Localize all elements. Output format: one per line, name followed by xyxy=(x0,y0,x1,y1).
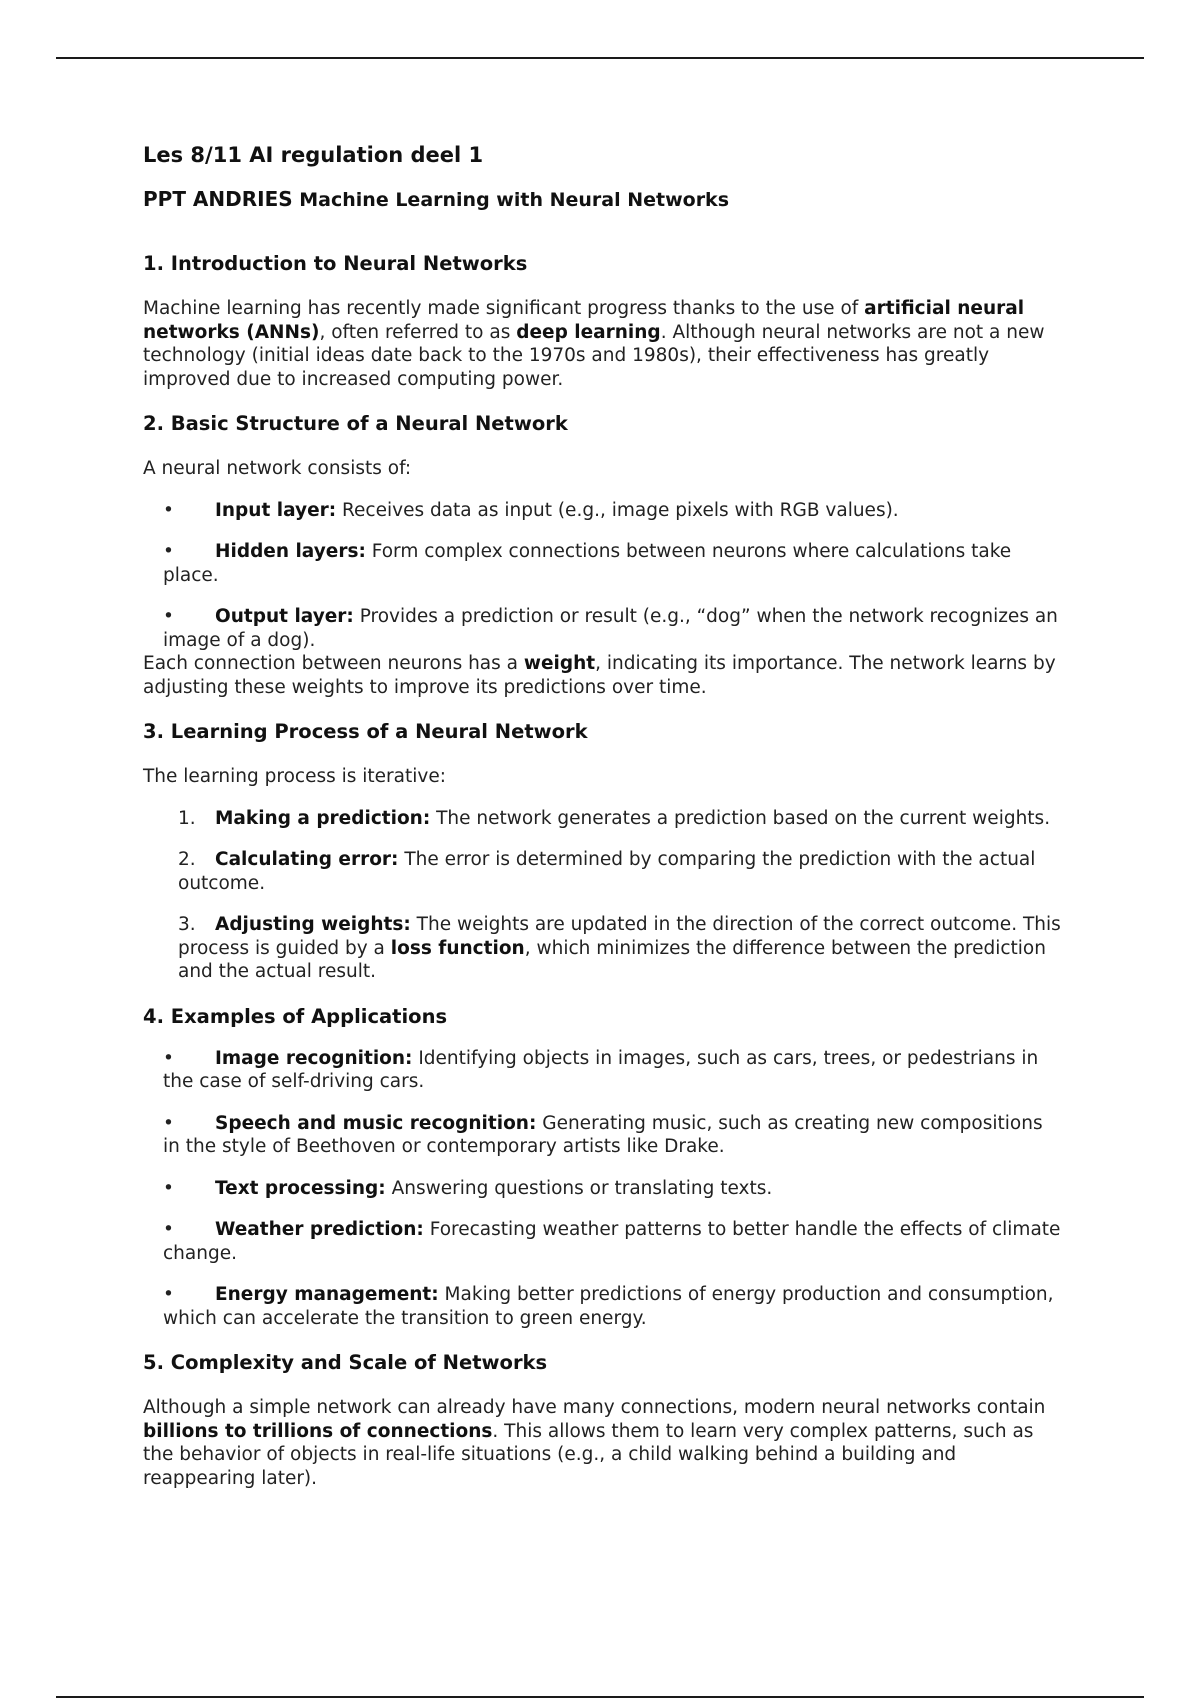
text-run: . Although neural networks are not a new technology (initial ideas date back to the 1970s and 1980s), their effectiveness has greatly improved due to increased computing power. xyxy=(143,321,1045,390)
bullet-icon: • xyxy=(163,1284,174,1305)
bullet-icon: • xyxy=(163,1177,174,1199)
text-run: Form complex connections between neurons where calculations take place. xyxy=(163,541,1012,586)
numbered-list xyxy=(143,807,1063,984)
section-heading: 4. Examples of Applications xyxy=(143,1004,448,1028)
bold-term: Input layer: xyxy=(215,499,337,521)
paragraph: A neural network consists of: xyxy=(143,458,412,479)
section-learning-process xyxy=(143,720,1063,984)
bold-term: Adjusting weights: xyxy=(215,914,411,935)
list-item xyxy=(143,1177,1063,1201)
section-heading: 3. Learning Process of a Neural Network xyxy=(143,720,588,743)
text-run: , indicating its importance. The network learns by adjusting these weights to improve its predictions over time. xyxy=(143,653,1056,698)
bullet-list xyxy=(143,1047,1063,1331)
document-subtitle xyxy=(143,187,729,211)
bullet-icon: • xyxy=(163,1219,174,1240)
text-run: Machine learning has recently made significant progress thanks to the use of xyxy=(143,298,865,319)
text-run: Answering questions or translating texts. xyxy=(385,1177,773,1199)
subtitle-lead: PPT ANDRIES xyxy=(143,187,293,211)
bold-term: loss function xyxy=(390,937,525,959)
bold-term: Image recognition: xyxy=(215,1047,413,1069)
bold-term: artificial neural networks (ANNs) xyxy=(143,298,1025,343)
bold-term: Energy management: xyxy=(215,1284,439,1305)
list-number: 2. xyxy=(178,849,196,870)
bullet-icon: • xyxy=(163,606,174,627)
text-run: Making better predictions of energy production and consumption, which can accelerate the transition to green energy. xyxy=(163,1284,1054,1329)
list-item xyxy=(143,499,1063,523)
text-run: The error is determined by comparing the prediction with the actual outcome. xyxy=(178,849,1036,894)
bold-term: Making a prediction: xyxy=(215,807,431,829)
bold-term: weight xyxy=(523,653,596,674)
section-heading: 2. Basic Structure of a Neural Network xyxy=(143,412,568,435)
bullet-icon: • xyxy=(163,1047,174,1069)
bullet-list xyxy=(143,499,1063,653)
section-heading: 1. Introduction to Neural Networks xyxy=(143,252,528,275)
list-item xyxy=(143,848,1063,895)
text-run: Provides a prediction or result (e.g., “dog” when the network recognizes an image of a dog). xyxy=(163,606,1058,651)
subtitle-rest: Machine Learning with Neural Networks xyxy=(292,189,730,211)
section-heading: 5. Complexity and Scale of Networks xyxy=(143,1351,548,1374)
text-run: Each connection between neurons has a xyxy=(143,653,524,674)
bold-term: Weather prediction: xyxy=(215,1219,424,1240)
section-basic-structure xyxy=(143,412,1063,699)
paragraph xyxy=(143,652,1063,699)
list-item xyxy=(143,1047,1063,1094)
list-item xyxy=(143,913,1063,984)
bold-term: Text processing: xyxy=(215,1177,386,1199)
bold-term: Output layer: xyxy=(215,606,354,627)
text-run: Receives data as input (e.g., image pixels with RGB values). xyxy=(336,499,899,521)
bullet-icon: • xyxy=(163,541,174,562)
bold-term: deep learning xyxy=(516,321,661,343)
text-run: The network generates a prediction based on the current weights. xyxy=(430,807,1051,829)
paragraph: The learning process is iterative: xyxy=(143,766,446,787)
text-run: The weights are updated in the direction of the correct outcome. This process is guided by a xyxy=(178,914,1061,959)
list-item xyxy=(143,540,1063,587)
bold-term: billions to trillions of connections xyxy=(143,1420,493,1442)
text-run: Generating music, such as creating new compositions in the style of Beethoven or contemporary artists like Drake. xyxy=(163,1112,1043,1157)
section-applications xyxy=(143,1005,1063,1331)
bold-term: Calculating error: xyxy=(215,849,399,870)
text-run: , often referred to as xyxy=(319,321,517,343)
text-run: . This allows them to learn very complex patterns, such as the behavior of objects in real-life situations (e.g., a child walking behind a building and reappearing later). xyxy=(143,1420,1034,1489)
page-top-rule xyxy=(56,57,1144,59)
bullet-icon: • xyxy=(163,1112,174,1134)
section-introduction xyxy=(143,252,1063,391)
list-item xyxy=(143,807,1063,831)
list-number: 1. xyxy=(178,807,196,829)
list-number: 3. xyxy=(178,914,196,935)
bold-term: Hidden layers: xyxy=(215,541,366,562)
list-item xyxy=(143,605,1063,652)
list-item xyxy=(143,1112,1063,1159)
section-complexity xyxy=(143,1351,1063,1490)
list-item xyxy=(143,1218,1063,1265)
list-item xyxy=(143,1283,1063,1330)
text-run: Identifying objects in images, such as cars, trees, or pedestrians in the case of self-driving cars. xyxy=(163,1047,1039,1092)
text-run: , which minimizes the difference between the prediction and the actual result. xyxy=(178,937,1046,982)
paragraph xyxy=(143,297,1063,391)
bullet-icon: • xyxy=(163,499,174,521)
document-sections xyxy=(143,252,1063,1490)
bold-term: Speech and music recognition: xyxy=(215,1112,537,1134)
text-run: Although a simple network can already have many connections, modern neural networks contain xyxy=(143,1397,1046,1418)
text-run: Forecasting weather patterns to better handle the effects of climate change. xyxy=(163,1219,1061,1264)
page-bottom-rule xyxy=(56,1696,1144,1698)
paragraph xyxy=(143,1396,1063,1490)
document-title: Les 8/11 AI regulation deel 1 xyxy=(143,143,484,167)
